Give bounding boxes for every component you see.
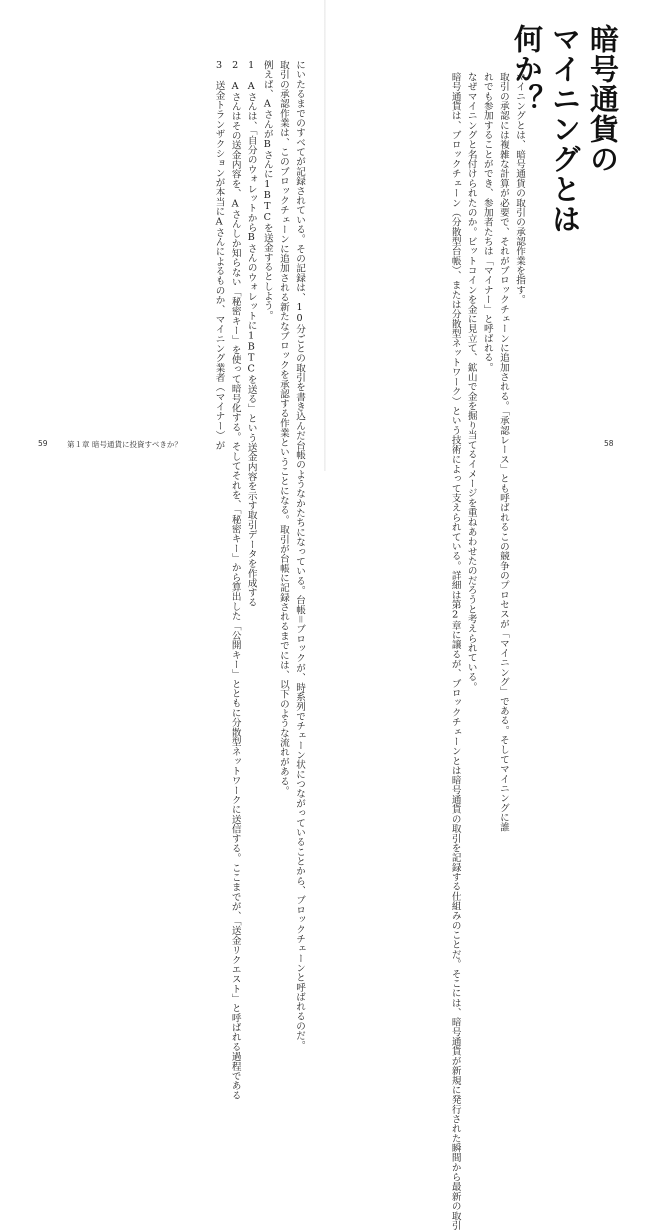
numbered-step-3: 3 送金トランザクションが本当にAさんによるものか、マイニング業者（マイナー）が	[213, 60, 225, 450]
body-paragraph: 例えば、AさんがBさんに1BTCを送金するとしよう。	[261, 60, 273, 321]
title-line-2: マイニングとは何か？	[510, 24, 582, 234]
body-paragraph: 取引の承認作業は、このブロックチェーンに追加される新たなブロックを承認する作業ということになる。取引が台帳に記録されるまでには、以下のような流れがある。	[277, 60, 289, 796]
body-paragraph: なぜマイニングと名付けられたのか。ビットコインを金に見立て、鉱山で金を掘り当てるイメージを重ねあわせたのだろうと考えられている。	[465, 72, 477, 692]
right-page-number: 58	[604, 439, 614, 448]
numbered-step-2: 2 Aさんはその送金内容を、Aさんしか知らない「秘密キー」を使って暗号化する。そしてそれを、「秘密キー」から算出した「公開キー」とともに分散型ネットワークに送信する。ここまでが、「送金リクエスト」と呼ばれる過程である	[229, 60, 241, 1101]
page-gutter	[324, 0, 326, 471]
body-paragraph: れでも参加することができ、参加者たちは「マイナー」と呼ばれる。	[481, 72, 493, 373]
right-page-body	[339, 72, 527, 1230]
title-line-1: 暗号通貨の	[586, 24, 620, 174]
body-paragraph: マイニングとは、暗号通貨の取引の承認作業を指す。	[514, 72, 525, 305]
body-paragraph: にいたるまでのすべてが記録されている。その記録は、10分ごとの取引を書き込んだ台帳のようなかたちになっている。台帳＝ブロックが、時系列でチェーン状につながっていることから、ブロックチェーンと呼ばれるのだ。	[294, 60, 305, 1051]
body-paragraph: 暗号通貨は、ブロックチェーン（分散型台帳）、または分散型ネットワーク）という技術によって支えられている。詳細は第2章に譲るが、ブロックチェーンとは暗号通貨の取引を記録する仕組みのことだ。そこには、暗号通貨が新規に発行された瞬間から最新の取引	[449, 72, 461, 1230]
running-footer-title: 暗号通貨に投資すべきか？	[92, 440, 182, 449]
left-page-number: 59	[38, 439, 48, 448]
running-footer-chapter: 第１章	[67, 440, 90, 449]
numbered-step-1: 1 Aさんは、「自分のウォレットからBさんのウォレットに1BTCを送る」という送金内容を示す取引データを作成する	[245, 60, 257, 608]
body-paragraph: 取引の承認には複雑な計算が必要で、それがブロックチェーンに追加される。「承認レース」とも呼ばれるこの競争のプロセスが「マイニング」である。そしてマイニングに誰	[497, 72, 509, 832]
